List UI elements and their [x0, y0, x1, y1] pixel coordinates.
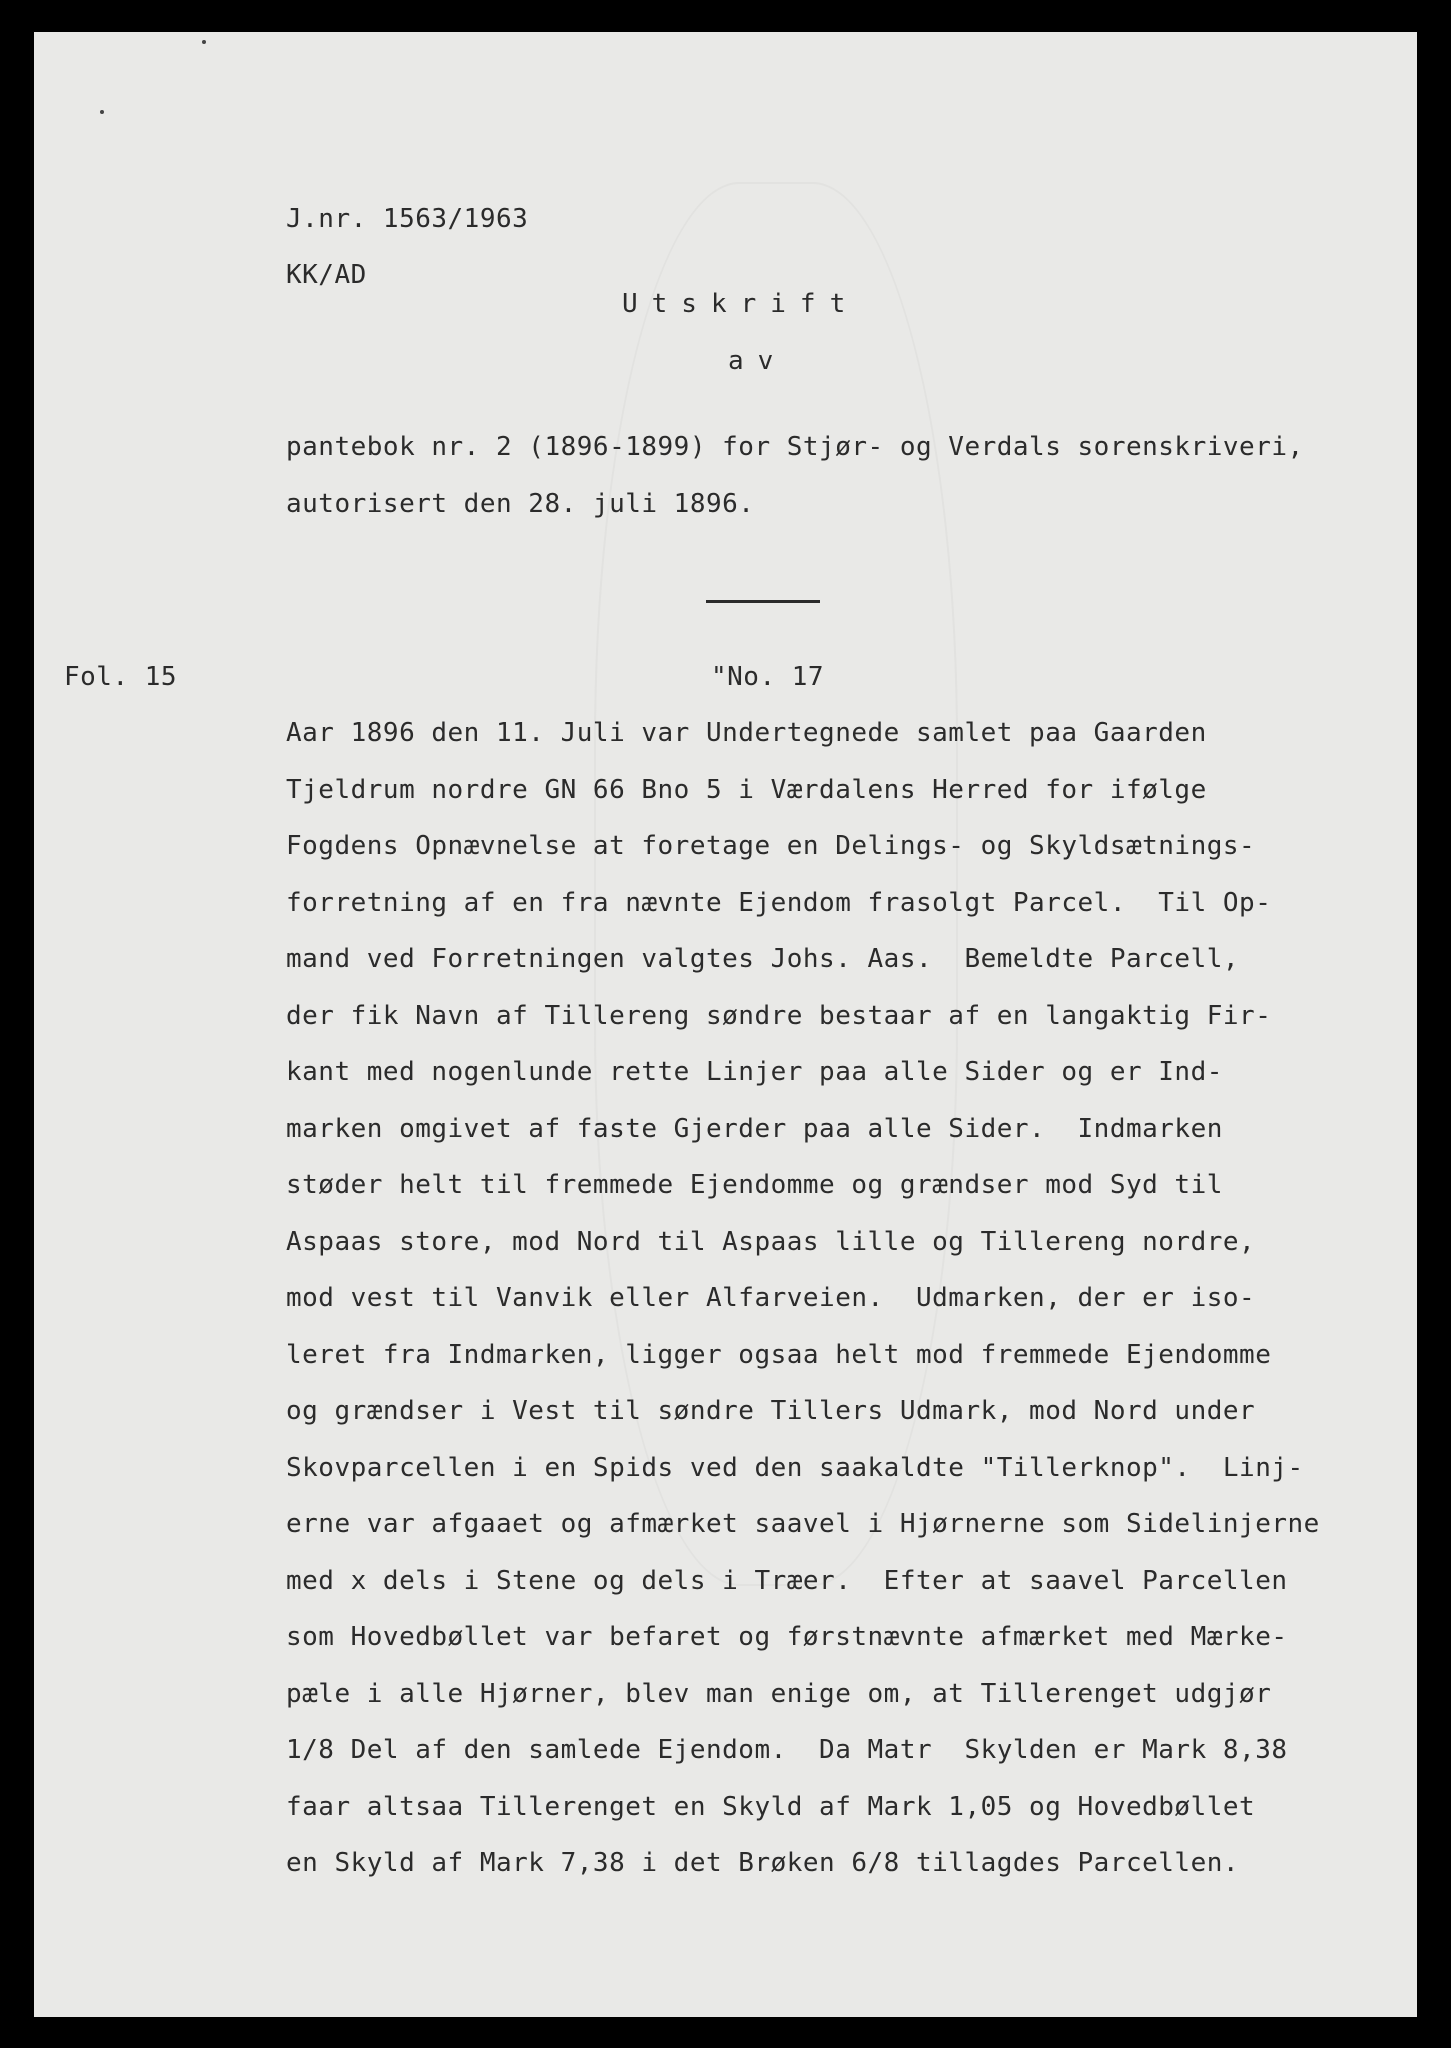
body-line: forretning af en fra nævnte Ejendom frasolgt Parcel. Til Op- [286, 888, 1272, 918]
body-line: som Hovedbøllet var befaret og førstnævnte afmærket med Mærke- [286, 1622, 1288, 1652]
document-title: Utskrift [622, 289, 860, 319]
document-subtitle: av [728, 346, 788, 376]
body-line: mod vest til Vanvik eller Alfarveien. Udmarken, der er iso- [286, 1283, 1256, 1313]
body-line: Tjeldrum nordre GN 66 Bno 5 i Værdalens Herred for ifølge [286, 775, 1207, 805]
body-line: 1/8 Del af den samlede Ejendom. Da Matr Skylden er Mark 8,38 [286, 1735, 1288, 1765]
body-line: Aspaas store, mod Nord til Aspaas lille og Tillereng nordre, [286, 1227, 1256, 1257]
intro-line: autorisert den 28. juli 1896. [286, 489, 755, 519]
body-line: Skovparcellen i en Spids ved den saakaldte "Tillerknop". Linj- [286, 1453, 1304, 1483]
body-line: en Skyld af Mark 7,38 i det Brøken 6/8 tillagdes Parcellen. [286, 1848, 1240, 1878]
body-line: kant med nogenlunde rette Linjer paa alle Sider og er Ind- [286, 1057, 1223, 1087]
body-line: marken omgivet af faste Gjerder paa alle Sider. Indmarken [286, 1114, 1223, 1144]
entry-number: "No. 17 [711, 662, 825, 692]
document-page [34, 32, 1417, 2017]
speck-mark [100, 110, 104, 114]
body-line: Aar 1896 den 11. Juli var Undertegnede samlet paa Gaarden [286, 718, 1207, 748]
body-line: Fogdens Opnævnelse at foretage en Delings- og Skyldsætnings- [286, 831, 1256, 861]
body-line: støder helt til fremmede Ejendomme og grændser mod Syd til [286, 1170, 1223, 1200]
margin-note: Fol. 15 [64, 662, 178, 692]
body-line: leret fra Indmarken, ligger ogsaa helt mod fremmede Ejendomme [286, 1340, 1272, 1370]
body-line: mand ved Forretningen valgtes Johs. Aas. Bemeldte Parcell, [286, 944, 1240, 974]
body-line: pæle i alle Hjørner, blev man enige om, at Tillerenget udgjør [286, 1679, 1272, 1709]
body-line: der fik Navn af Tillereng søndre bestaar af en langaktig Fir- [286, 1001, 1272, 1031]
speck-mark [202, 40, 206, 44]
body-line: erne var afgaaet og afmærket saavel i Hjørnerne som Sidelinjerne [286, 1509, 1320, 1539]
intro-line: pantebok nr. 2 (1896-1899) for Stjør- og Verdals sorenskriveri, [286, 432, 1304, 462]
section-divider [706, 600, 820, 603]
journal-number: J.nr. 1563/1963 [286, 204, 529, 234]
body-line: med x dels i Stene og dels i Træer. Efter at saavel Parcellen [286, 1566, 1288, 1596]
faint-stamp-watermark [594, 182, 958, 1586]
body-line: faar altsaa Tillerenget en Skyld af Mark 1,05 og Hovedbøllet [286, 1792, 1256, 1822]
initials: KK/AD [286, 260, 367, 290]
body-line: og grændser i Vest til søndre Tillers Udmark, mod Nord under [286, 1396, 1256, 1426]
